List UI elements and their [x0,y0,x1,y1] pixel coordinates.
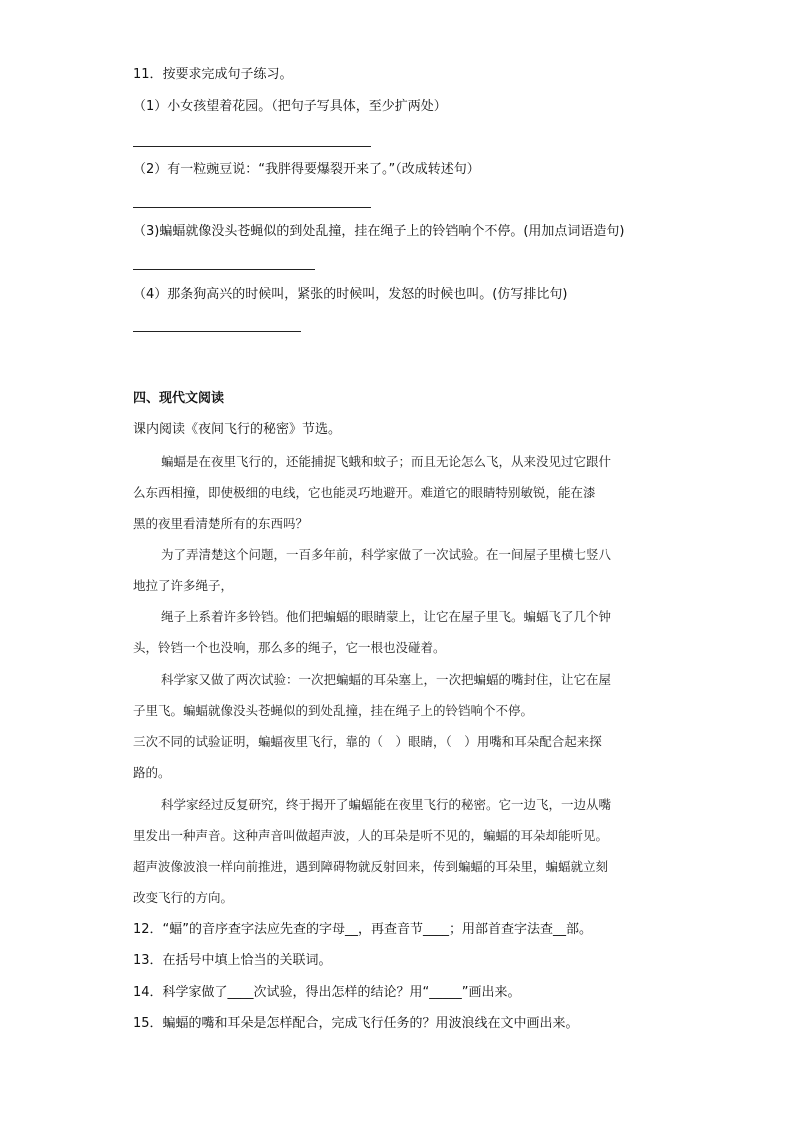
passage-line: 科学家又做了两次试验：一次把蝙蝠的耳朵塞上，一次把蝙蝠的嘴封住，让它在屋 [161,672,612,687]
passage-line: 么东西相撞，即使极细的电线，它也能灵巧地避开。难道它的眼睛特别敏锐，能在漆 [133,485,596,500]
passage-line: 里发出一种声音。这种声音叫做超声波，人的耳朵是听不见的，蝙蝠的耳朵却能听见。 [133,828,609,843]
answer-line-3[interactable] [133,269,315,270]
question-13: 13．在括号中填上恰当的关联词。 [133,953,332,968]
passage-line: 黑的夜里看清楚所有的东西吗？ [133,516,309,531]
passage-line: 头，铃铛一个也没响，那么多的绳子，它一根也没碰着。 [133,640,446,655]
passage-line: 科学家经过反复研究，终于揭开了蝙蝠能在夜里飞行的秘密。它一边飞，一边从嘴 [161,797,612,812]
passage-line: 绳子上系着许多铃铛。他们把蝙蝠的眼睛蒙上，让它在屋子里飞。蝙蝠飞了几个钟 [161,609,612,624]
section-intro: 课内阅读《夜间飞行的秘密》节选。 [133,422,342,437]
answer-line-1[interactable] [133,146,371,147]
answer-line-4[interactable] [133,331,301,332]
question-11-item-2: （2）有一粒豌豆说：“我胖得要爆裂开来了。”（改成转述句） [133,162,480,177]
passage-line: 改变飞行的方向。 [133,890,234,905]
passage-line: 蝙蝠是在夜里飞行的，还能捕捉飞蛾和蚊子；而且无论怎么飞，从来没见过它跟什 [161,454,612,469]
passage-line: 路的。 [133,765,171,780]
passage-line: 三次不同的试验证明，蝙蝠夜里飞行，靠的（ ）眼睛，（ ）用嘴和耳朵配合起来探 [133,734,602,749]
passage-line: 为了弄清楚这个问题，一百多年前，科学家做了一次试验。在一间屋子里横七竖八 [161,547,612,562]
passage-line: 地拉了许多绳子， [133,578,234,593]
question-11-item-4: （4）那条狗高兴的时候叫，紧张的时候叫，发怒的时候也叫。(仿写排比句) [133,287,568,302]
section-heading: 四、现代文阅读 [133,391,225,406]
passage-line: 超声波像波浪一样向前推进，遇到障碍物就反射回来，传到蝙蝠的耳朵里，蝙蝠就立刻 [133,859,609,874]
passage-line: 子里飞。蝙蝠就像没头苍蝇似的到处乱撞，挂在绳子上的铃铛响个不停。 [133,703,534,718]
question-11-item-3: （3)蝙蝠就像没头苍蝇似的到处乱撞，挂在绳子上的铃铛响个不停。(用加点词语造句) [133,224,625,239]
answer-line-2[interactable] [133,207,371,208]
question-11-item-1: （1）小女孩望着花园。（把句子写具体，至少扩两处） [133,99,447,114]
question-11-title: 11．按要求完成句子练习。 [133,67,293,82]
question-15: 15．蝙蝠的嘴和耳朵是怎样配合，完成飞行任务的？用波浪线在文中画出来。 [133,1016,579,1031]
question-12: 12．“蝠”的音序查字法应先查的字母__，再查音节____；用部首查字法查__部。 [133,922,593,937]
question-14: 14．科学家做了____次试验，得出怎样的结论？用“_____”画出来。 [133,985,521,1000]
